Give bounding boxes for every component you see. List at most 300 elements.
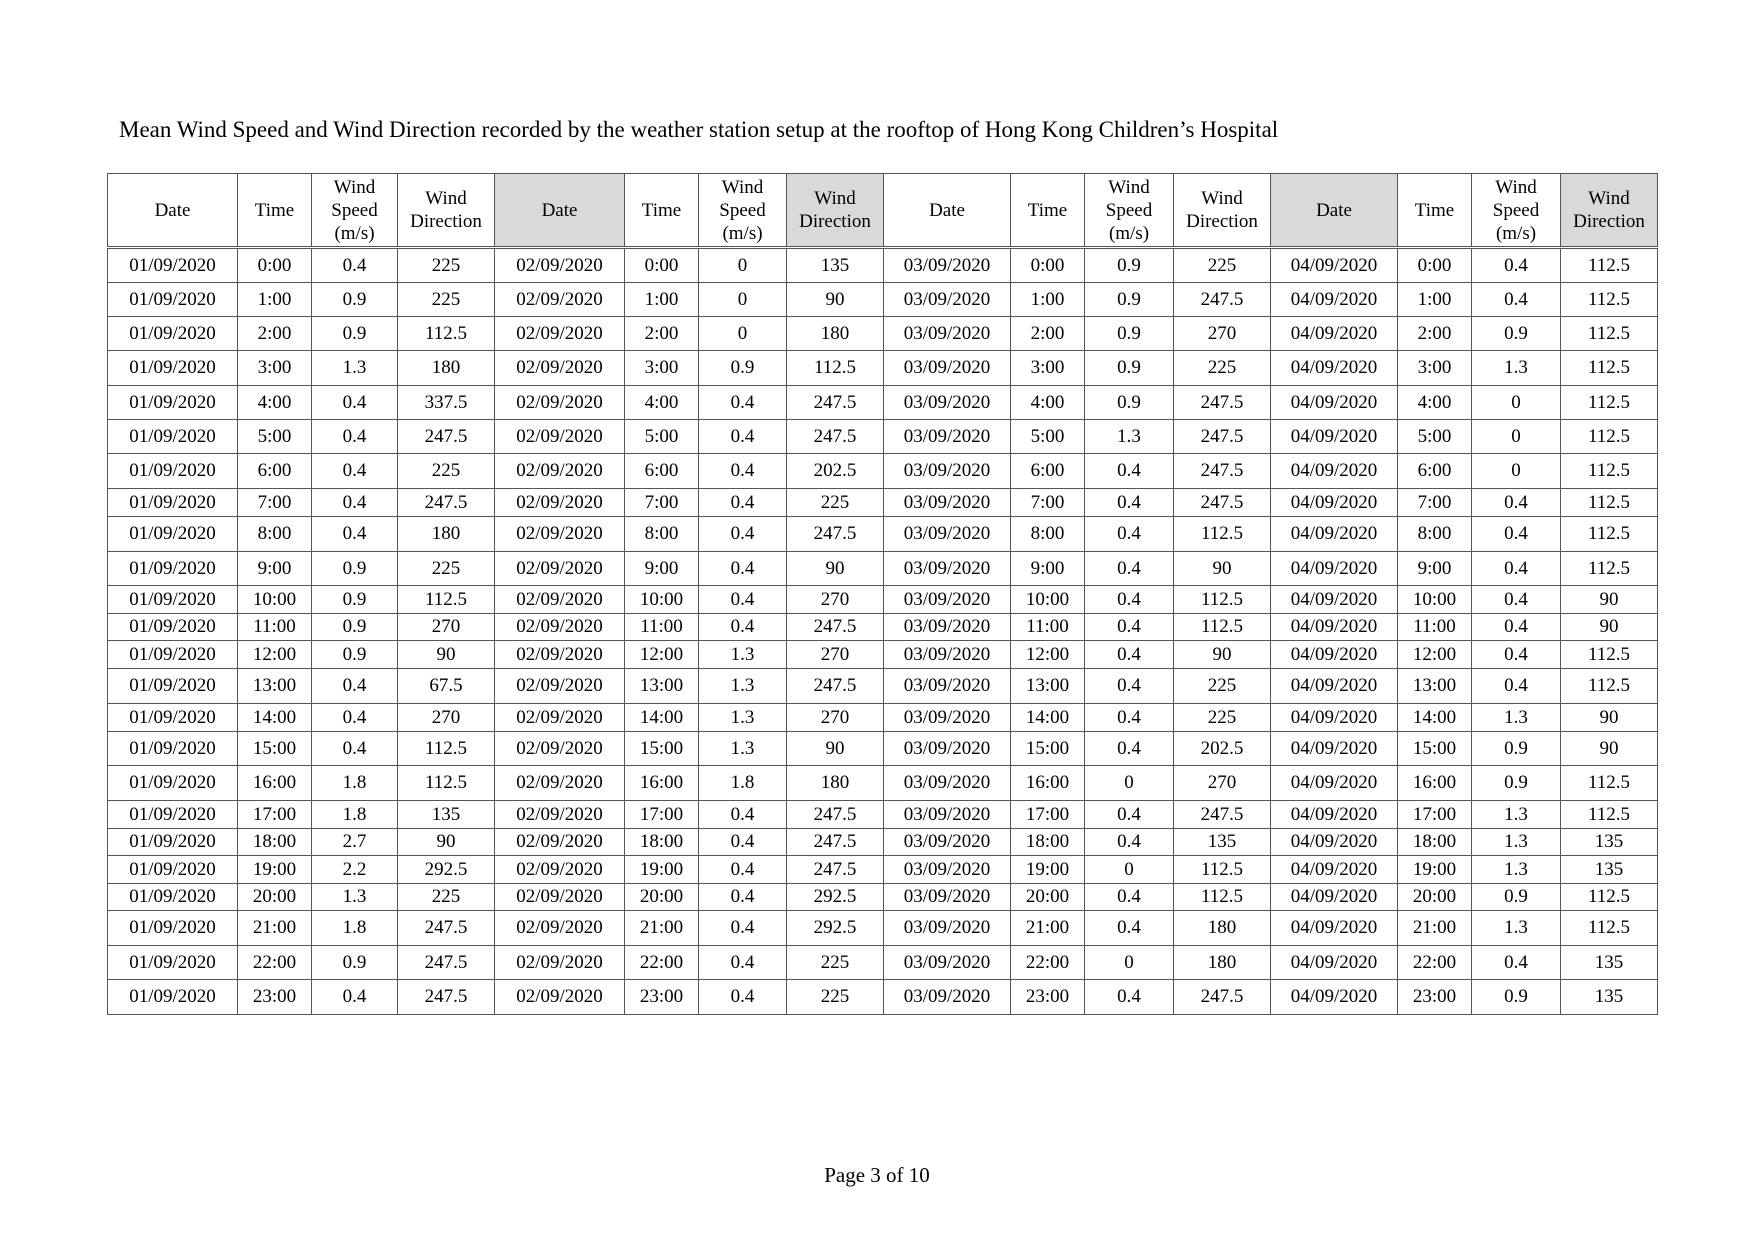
wind-speed-cell: 0.4 [699, 386, 787, 420]
wind-speed-cell: 0 [699, 283, 787, 317]
date-cell: 03/09/2020 [884, 669, 1011, 704]
wind-speed-cell: 0.4 [1472, 552, 1561, 586]
time-cell: 10:00 [625, 586, 699, 614]
wind-direction-cell: 135 [1561, 980, 1658, 1015]
date-cell: 01/09/2020 [108, 454, 238, 489]
wind-direction-cell: 112.5 [1561, 489, 1658, 517]
time-cell: 22:00 [1011, 946, 1085, 980]
wind-speed-cell: 0.9 [1472, 884, 1561, 911]
wind-speed-cell: 0 [1472, 454, 1561, 489]
wind-direction-cell: 247.5 [398, 911, 495, 946]
wind-direction-cell: 112.5 [1561, 517, 1658, 552]
wind-direction-cell: 112.5 [398, 732, 495, 766]
time-cell: 23:00 [1011, 980, 1085, 1015]
wind-speed-cell: 1.8 [312, 911, 398, 946]
time-cell: 21:00 [1398, 911, 1472, 946]
table-row [108, 946, 1658, 980]
time-cell: 11:00 [1011, 614, 1085, 641]
wind-speed-cell: 0.4 [699, 489, 787, 517]
date-cell: 04/09/2020 [1271, 454, 1398, 489]
date-cell: 01/09/2020 [108, 884, 238, 911]
wind-direction-cell: 225 [398, 283, 495, 317]
date-cell: 04/09/2020 [1271, 980, 1398, 1015]
wind-direction-cell: 67.5 [398, 669, 495, 704]
date-cell: 02/09/2020 [495, 766, 625, 801]
wind-direction-cell: 225 [398, 248, 495, 283]
wind-speed-cell: 0.9 [1472, 980, 1561, 1015]
wind-speed-cell: 0.9 [312, 317, 398, 351]
time-cell: 8:00 [625, 517, 699, 552]
wind-speed-cell: 0.9 [312, 552, 398, 586]
wind-speed-cell: 0.4 [699, 614, 787, 641]
wind-direction-cell: 112.5 [1174, 586, 1271, 614]
time-cell: 4:00 [238, 386, 312, 420]
time-cell: 3:00 [238, 351, 312, 386]
time-cell: 3:00 [625, 351, 699, 386]
wind-speed-cell: 1.3 [1472, 856, 1561, 884]
date-cell: 03/09/2020 [884, 829, 1011, 856]
table-row [108, 283, 1658, 317]
table-row [108, 614, 1658, 641]
wind-direction-cell: 90 [1174, 552, 1271, 586]
time-cell: 0:00 [1011, 248, 1085, 283]
date-cell: 04/09/2020 [1271, 386, 1398, 420]
time-cell: 12:00 [1011, 641, 1085, 669]
wind-direction-cell: 112.5 [1561, 351, 1658, 386]
wind-speed-cell: 1.3 [699, 641, 787, 669]
page-number: Page 3 of 10 [824, 1163, 930, 1187]
time-cell: 6:00 [1011, 454, 1085, 489]
date-cell: 02/09/2020 [495, 248, 625, 283]
time-cell: 5:00 [1011, 420, 1085, 454]
wind-direction-cell: 90 [787, 732, 884, 766]
table-row [108, 552, 1658, 586]
time-cell: 13:00 [1398, 669, 1472, 704]
wind-direction-cell: 112.5 [1174, 517, 1271, 552]
time-cell: 21:00 [238, 911, 312, 946]
wind-speed-cell: 0.4 [699, 454, 787, 489]
time-cell: 2:00 [1011, 317, 1085, 351]
wind-speed-cell: 0.4 [699, 856, 787, 884]
wind-direction-cell: 112.5 [1561, 420, 1658, 454]
time-cell: 15:00 [625, 732, 699, 766]
wind-direction-cell: 247.5 [787, 856, 884, 884]
date-cell: 02/09/2020 [495, 552, 625, 586]
time-cell: 16:00 [1011, 766, 1085, 801]
table-row [108, 586, 1658, 614]
wind-speed-cell: 0.4 [312, 732, 398, 766]
time-cell: 5:00 [238, 420, 312, 454]
time-cell: 5:00 [1398, 420, 1472, 454]
wind-speed-cell: 0.4 [699, 552, 787, 586]
wind-speed-cell: 0.4 [1085, 454, 1174, 489]
wind-direction-cell: 135 [1561, 829, 1658, 856]
wind-direction-cell: 180 [787, 317, 884, 351]
header-wind-direction: Wind Direction [1174, 174, 1271, 248]
wind-speed-cell: 1.3 [1472, 704, 1561, 732]
wind-speed-cell: 0.4 [312, 704, 398, 732]
wind-speed-cell: 0.9 [1472, 317, 1561, 351]
wind-direction-cell: 337.5 [398, 386, 495, 420]
wind-direction-cell: 112.5 [1561, 641, 1658, 669]
wind-direction-cell: 112.5 [1174, 856, 1271, 884]
date-cell: 02/09/2020 [495, 489, 625, 517]
wind-direction-cell: 225 [1174, 351, 1271, 386]
table-row [108, 248, 1658, 283]
time-cell: 0:00 [625, 248, 699, 283]
wind-direction-cell: 292.5 [787, 884, 884, 911]
wind-speed-cell: 1.3 [1472, 911, 1561, 946]
wind-direction-cell: 135 [1174, 829, 1271, 856]
wind-direction-cell: 90 [787, 283, 884, 317]
time-cell: 22:00 [1398, 946, 1472, 980]
wind-speed-cell: 0.9 [312, 614, 398, 641]
wind-direction-cell: 270 [787, 704, 884, 732]
time-cell: 1:00 [1398, 283, 1472, 317]
wind-speed-cell: 1.3 [312, 351, 398, 386]
date-cell: 04/09/2020 [1271, 669, 1398, 704]
time-cell: 7:00 [625, 489, 699, 517]
wind-direction-cell: 225 [787, 489, 884, 517]
wind-speed-cell: 0.9 [1085, 317, 1174, 351]
time-cell: 13:00 [1011, 669, 1085, 704]
page-title: Mean Wind Speed and Wind Direction recorded by the weather station setup at the rooftop of Hong Kong Children’s Hospital [119, 117, 1279, 142]
date-cell: 01/09/2020 [108, 489, 238, 517]
table-row [108, 386, 1658, 420]
date-cell: 02/09/2020 [495, 801, 625, 829]
date-cell: 03/09/2020 [884, 552, 1011, 586]
time-cell: 14:00 [1011, 704, 1085, 732]
time-cell: 21:00 [1011, 911, 1085, 946]
wind-direction-cell: 225 [1174, 669, 1271, 704]
date-cell: 02/09/2020 [495, 586, 625, 614]
wind-speed-cell: 0.4 [1472, 946, 1561, 980]
wind-direction-cell: 270 [787, 641, 884, 669]
time-cell: 9:00 [625, 552, 699, 586]
time-cell: 16:00 [238, 766, 312, 801]
time-cell: 4:00 [1011, 386, 1085, 420]
date-cell: 02/09/2020 [495, 386, 625, 420]
wind-speed-cell: 0.9 [312, 283, 398, 317]
wind-speed-cell: 1.3 [1472, 801, 1561, 829]
table-row [108, 454, 1658, 489]
wind-direction-cell: 90 [1174, 641, 1271, 669]
wind-speed-cell: 1.3 [699, 732, 787, 766]
table-row [108, 829, 1658, 856]
wind-speed-cell: 0.4 [312, 517, 398, 552]
wind-direction-cell: 112.5 [1561, 669, 1658, 704]
time-cell: 2:00 [1398, 317, 1472, 351]
date-cell: 03/09/2020 [884, 248, 1011, 283]
date-cell: 04/09/2020 [1271, 317, 1398, 351]
wind-speed-cell: 0.9 [312, 586, 398, 614]
wind-speed-cell: 0.9 [1472, 766, 1561, 801]
wind-direction-cell: 247.5 [787, 420, 884, 454]
wind-direction-cell: 247.5 [1174, 801, 1271, 829]
wind-direction-cell: 90 [398, 829, 495, 856]
table-row [108, 856, 1658, 884]
wind-direction-cell: 270 [1174, 766, 1271, 801]
time-cell: 21:00 [625, 911, 699, 946]
wind-speed-cell: 0 [699, 317, 787, 351]
time-cell: 20:00 [238, 884, 312, 911]
date-cell: 03/09/2020 [884, 641, 1011, 669]
wind-direction-cell: 225 [787, 946, 884, 980]
wind-direction-cell: 135 [1561, 946, 1658, 980]
date-cell: 01/09/2020 [108, 766, 238, 801]
wind-speed-cell: 0.4 [1085, 614, 1174, 641]
wind-direction-cell: 112.5 [1561, 911, 1658, 946]
wind-direction-cell: 180 [398, 517, 495, 552]
wind-speed-cell: 0.4 [1085, 669, 1174, 704]
date-cell: 02/09/2020 [495, 980, 625, 1015]
date-cell: 01/09/2020 [108, 552, 238, 586]
time-cell: 2:00 [238, 317, 312, 351]
wind-speed-cell: 0.4 [1085, 517, 1174, 552]
date-cell: 02/09/2020 [495, 641, 625, 669]
time-cell: 2:00 [625, 317, 699, 351]
time-cell: 14:00 [1398, 704, 1472, 732]
time-cell: 18:00 [625, 829, 699, 856]
wind-direction-cell: 225 [1174, 704, 1271, 732]
wind-direction-cell: 247.5 [787, 669, 884, 704]
time-cell: 8:00 [1398, 517, 1472, 552]
wind-speed-cell: 0.4 [1085, 704, 1174, 732]
time-cell: 3:00 [1398, 351, 1472, 386]
wind-direction-cell: 270 [398, 614, 495, 641]
date-cell: 03/09/2020 [884, 732, 1011, 766]
date-cell: 03/09/2020 [884, 283, 1011, 317]
date-cell: 02/09/2020 [495, 614, 625, 641]
wind-direction-cell: 112.5 [787, 351, 884, 386]
wind-speed-cell: 0.4 [1085, 911, 1174, 946]
time-cell: 8:00 [1011, 517, 1085, 552]
wind-direction-cell: 225 [787, 980, 884, 1015]
wind-direction-cell: 247.5 [1174, 489, 1271, 517]
date-cell: 04/09/2020 [1271, 829, 1398, 856]
wind-speed-cell: 0.9 [1472, 732, 1561, 766]
time-cell: 14:00 [625, 704, 699, 732]
wind-speed-cell: 2.7 [312, 829, 398, 856]
time-cell: 22:00 [238, 946, 312, 980]
wind-direction-cell: 247.5 [787, 801, 884, 829]
wind-speed-cell: 0.4 [312, 420, 398, 454]
date-cell: 04/09/2020 [1271, 552, 1398, 586]
wind-speed-cell: 1.3 [1472, 829, 1561, 856]
wind-direction-cell: 112.5 [1561, 766, 1658, 801]
wind-speed-cell: 0.4 [699, 884, 787, 911]
wind-direction-cell: 112.5 [1174, 884, 1271, 911]
wind-speed-cell: 0 [1472, 420, 1561, 454]
wind-speed-cell: 0.4 [699, 829, 787, 856]
time-cell: 20:00 [1398, 884, 1472, 911]
wind-direction-cell: 90 [1561, 586, 1658, 614]
wind-speed-cell: 0.4 [312, 489, 398, 517]
wind-direction-cell: 180 [1174, 911, 1271, 946]
wind-direction-cell: 112.5 [1561, 884, 1658, 911]
date-cell: 02/09/2020 [495, 454, 625, 489]
table-row [108, 517, 1658, 552]
table-row [108, 732, 1658, 766]
time-cell: 5:00 [625, 420, 699, 454]
time-cell: 4:00 [625, 386, 699, 420]
date-cell: 01/09/2020 [108, 517, 238, 552]
date-cell: 03/09/2020 [884, 946, 1011, 980]
header-wind-direction: Wind Direction [1561, 174, 1658, 248]
time-cell: 12:00 [1398, 641, 1472, 669]
date-cell: 04/09/2020 [1271, 856, 1398, 884]
time-cell: 12:00 [625, 641, 699, 669]
wind-direction-cell: 292.5 [787, 911, 884, 946]
wind-speed-cell: 0.4 [1085, 586, 1174, 614]
time-cell: 7:00 [1011, 489, 1085, 517]
wind-direction-cell: 247.5 [1174, 386, 1271, 420]
time-cell: 7:00 [1398, 489, 1472, 517]
date-cell: 03/09/2020 [884, 386, 1011, 420]
date-cell: 03/09/2020 [884, 489, 1011, 517]
wind-speed-cell: 1.8 [312, 766, 398, 801]
date-cell: 04/09/2020 [1271, 614, 1398, 641]
date-cell: 04/09/2020 [1271, 766, 1398, 801]
date-cell: 04/09/2020 [1271, 248, 1398, 283]
wind-speed-cell: 0.9 [1085, 248, 1174, 283]
time-cell: 0:00 [1398, 248, 1472, 283]
date-cell: 02/09/2020 [495, 517, 625, 552]
wind-direction-cell: 247.5 [1174, 283, 1271, 317]
time-cell: 1:00 [625, 283, 699, 317]
header-wind-speed: Wind Speed (m/s) [1085, 174, 1174, 248]
time-cell: 10:00 [1398, 586, 1472, 614]
wind-speed-cell: 1.3 [1472, 351, 1561, 386]
time-cell: 19:00 [1011, 856, 1085, 884]
time-cell: 9:00 [238, 552, 312, 586]
wind-speed-cell: 0.4 [1472, 283, 1561, 317]
wind-speed-cell: 0.4 [1085, 732, 1174, 766]
wind-speed-cell: 0.4 [1472, 614, 1561, 641]
wind-speed-cell: 0.4 [1085, 641, 1174, 669]
time-cell: 6:00 [625, 454, 699, 489]
wind-speed-cell: 0.4 [312, 454, 398, 489]
header-wind-speed: Wind Speed (m/s) [1472, 174, 1561, 248]
table-row [108, 704, 1658, 732]
wind-speed-cell: 0.4 [312, 248, 398, 283]
date-cell: 01/09/2020 [108, 980, 238, 1015]
time-cell: 1:00 [1011, 283, 1085, 317]
wind-direction-cell: 90 [1561, 704, 1658, 732]
time-cell: 10:00 [238, 586, 312, 614]
wind-direction-cell: 112.5 [1561, 386, 1658, 420]
wind-direction-cell: 225 [398, 884, 495, 911]
date-cell: 02/09/2020 [495, 946, 625, 980]
wind-direction-cell: 270 [398, 704, 495, 732]
header-wind-speed: Wind Speed (m/s) [312, 174, 398, 248]
wind-speed-cell: 0.9 [1085, 386, 1174, 420]
time-cell: 12:00 [238, 641, 312, 669]
time-cell: 11:00 [625, 614, 699, 641]
wind-direction-cell: 90 [1561, 614, 1658, 641]
wind-speed-cell: 0.4 [1472, 248, 1561, 283]
header-time: Time [625, 174, 699, 248]
time-cell: 3:00 [1011, 351, 1085, 386]
date-cell: 01/09/2020 [108, 386, 238, 420]
date-cell: 01/09/2020 [108, 946, 238, 980]
date-cell: 02/09/2020 [495, 704, 625, 732]
time-cell: 17:00 [625, 801, 699, 829]
wind-speed-cell: 0.4 [1085, 884, 1174, 911]
time-cell: 14:00 [238, 704, 312, 732]
date-cell: 04/09/2020 [1271, 911, 1398, 946]
wind-direction-cell: 112.5 [1561, 454, 1658, 489]
time-cell: 19:00 [1398, 856, 1472, 884]
date-cell: 04/09/2020 [1271, 704, 1398, 732]
date-cell: 03/09/2020 [884, 856, 1011, 884]
time-cell: 15:00 [1011, 732, 1085, 766]
date-cell: 01/09/2020 [108, 856, 238, 884]
wind-speed-cell: 1.8 [312, 801, 398, 829]
date-cell: 01/09/2020 [108, 351, 238, 386]
wind-direction-cell: 112.5 [1561, 283, 1658, 317]
wind-data-table [107, 173, 1658, 1015]
time-cell: 15:00 [238, 732, 312, 766]
wind-speed-cell: 0 [1085, 856, 1174, 884]
time-cell: 18:00 [1011, 829, 1085, 856]
date-cell: 02/09/2020 [495, 317, 625, 351]
wind-speed-cell: 0.4 [1472, 641, 1561, 669]
table-row [108, 489, 1658, 517]
wind-direction-cell: 135 [398, 801, 495, 829]
wind-direction-cell: 180 [398, 351, 495, 386]
date-cell: 02/09/2020 [495, 732, 625, 766]
wind-direction-cell: 247.5 [398, 980, 495, 1015]
wind-speed-cell: 0 [1085, 766, 1174, 801]
wind-speed-cell: 0.4 [699, 980, 787, 1015]
date-cell: 03/09/2020 [884, 884, 1011, 911]
wind-direction-cell: 180 [787, 766, 884, 801]
wind-direction-cell: 247.5 [398, 946, 495, 980]
date-cell: 04/09/2020 [1271, 420, 1398, 454]
wind-speed-cell: 1.8 [699, 766, 787, 801]
wind-direction-cell: 247.5 [787, 829, 884, 856]
time-cell: 17:00 [1011, 801, 1085, 829]
date-cell: 03/09/2020 [884, 801, 1011, 829]
wind-speed-cell: 0.4 [1085, 829, 1174, 856]
time-cell: 18:00 [1398, 829, 1472, 856]
header-time: Time [1011, 174, 1085, 248]
time-cell: 9:00 [1011, 552, 1085, 586]
time-cell: 7:00 [238, 489, 312, 517]
date-cell: 01/09/2020 [108, 732, 238, 766]
date-cell: 02/09/2020 [495, 856, 625, 884]
time-cell: 23:00 [1398, 980, 1472, 1015]
table-header-row [108, 174, 1658, 248]
table-row [108, 317, 1658, 351]
wind-direction-cell: 247.5 [787, 614, 884, 641]
header-date: Date [1271, 174, 1398, 248]
date-cell: 04/09/2020 [1271, 586, 1398, 614]
wind-speed-cell: 0.4 [699, 801, 787, 829]
date-cell: 04/09/2020 [1271, 946, 1398, 980]
wind-direction-cell: 135 [787, 248, 884, 283]
date-cell: 01/09/2020 [108, 829, 238, 856]
wind-direction-cell: 270 [1174, 317, 1271, 351]
time-cell: 6:00 [238, 454, 312, 489]
time-cell: 23:00 [625, 980, 699, 1015]
table-row [108, 911, 1658, 946]
wind-direction-cell: 292.5 [398, 856, 495, 884]
wind-direction-cell: 112.5 [398, 317, 495, 351]
wind-speed-cell: 0.9 [1085, 283, 1174, 317]
wind-direction-cell: 247.5 [1174, 980, 1271, 1015]
